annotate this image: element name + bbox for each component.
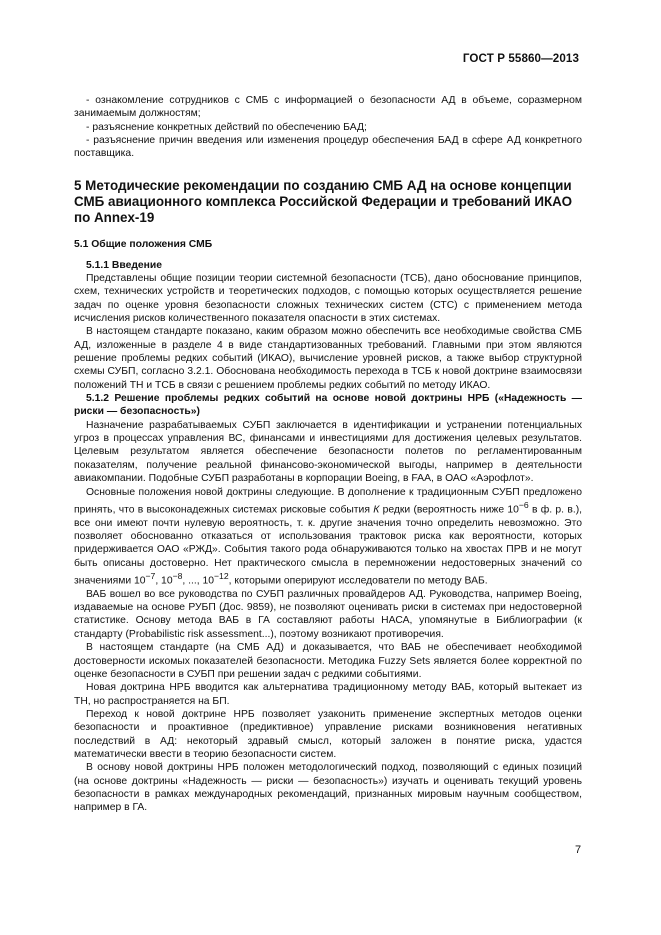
text-run: редки (вероятность ниже 10 <box>379 504 519 516</box>
exponent: −6 <box>518 499 529 510</box>
page-content <box>74 94 582 815</box>
paragraph: Представлены общие позиции теории системной безопасности (ТСБ), дано обоснование принципов, схем, технических устройств и теоретических подходов, с помощью которых осуществляется решение задач по оценке уровня безопасности сложных технических систем (СТС) с применением метода исчисления рисков количественного показателя опасности в этих системах. <box>74 273 582 325</box>
page-number: 7 <box>575 844 582 856</box>
text-run: , которыми оперируют исследователи по методу ВАБ. <box>228 575 488 587</box>
exponent: −8 <box>172 571 183 582</box>
list-item: - разъяснение причин введения или изменения процедур обеспечения БАД в сфере АД конкретного поставщика. <box>74 135 582 160</box>
text-run: , ..., 10 <box>182 575 215 587</box>
subsection-heading: 5.1 Общие положения СМБ <box>74 239 213 251</box>
paragraph: Назначение разрабатываемых СУБП заключается в идентификации и устранении потенциальных угроз в процессах управления ВС, финансами и инвестициями для достижения целевых результатов. Целевым результатом является обеспечение безопасности полетов по регламентированным показателям, получение реальной финансово-экономической выгоды, например в деятельности авиакомпании. Подобные СУБП разработаны в корпорации Boeing, в FAA, в ОАО «Аэрофлот». <box>74 419 582 485</box>
exponent: −7 <box>145 571 156 582</box>
list-item: - разъяснение конкретных действий по обеспечению БАД; <box>86 121 367 133</box>
subsubsection-heading: 5.1.2 Решение проблемы редких событий на основе новой доктрины НРБ («Надежность — риски — безопасность») <box>74 393 582 418</box>
paragraph: Новая доктрина НРБ вводится как альтернатива традиционному методу ВАБ, который вытекает из ТН, но распространяется на БП. <box>74 682 582 707</box>
standard-header: ГОСТ Р 55860—2013 <box>462 52 579 65</box>
paragraph: Переход к новой доктрине НРБ позволяет узаконить применение экспертных методов оценки безопасности и проактивное (предиктивное) управление рисками возникновения негативных последствий в АД: некоторый здравый смысл, который заложен в понятие риска, удастся математически ввести в теорию безопасности систем. <box>74 708 582 760</box>
paragraph <box>74 486 582 588</box>
text-run: , 10 <box>155 575 173 587</box>
subsubsection-heading: 5.1.1 Введение <box>86 259 163 271</box>
text-run: Основные положения новой доктрины следующие. В дополнение к традиционным СУБП предложено принять, что в высоконадежных системах рисковые события <box>74 486 582 516</box>
risk-event-symbol: К <box>373 504 380 516</box>
section-title: 5 Методические рекомендации по созданию СМБ АД на основе концепции СМБ авиационного комплекса Российской Федерации и требований ИКАО по Annex-19 <box>74 177 573 226</box>
text-run: в ф. р. в.), все они имеют почти нулевую вероятность, т. к. другие значения точно определить невозможно. Это позволяет обоснованно отказаться от использования трактовок риска как вероятности, которых придерживается ОАО «РЖД». События такого рода обнаруживаются только на хвостах ПРВ и не могут быть описаны достоверно. Нет практического смысла в перемножении недостоверных значений со значениями 10 <box>74 504 583 587</box>
list-item: - ознакомление сотрудников с СМБ с информацией о безопасности АД в объеме, соразмерном занимаемым должностям; <box>74 95 582 120</box>
paragraph: ВАБ вошел во все руководства по СУБП различных провайдеров АД. Руководства, например Boeing, издаваемые на основе РУБП (Доc. 9859), не позволяют оценивать риски в системах при недостоверной статистике. Основу метода ВАБ в ГА составляют работы НАСА, упомянутые в Библиографии (к стандарту (Probabilistic risk assessment...), поэтому возникают противоречия. <box>74 588 582 640</box>
paragraph: В основу новой доктрины НРБ положен методологический подход, позволяющий с единых позиций (на основе доктрины «Надежность — риски — безопасность») изучать и оценивать текущий уровень безопасности в рамках международных рекомендаций, признанных мировым научным сообществом, например в ГА. <box>74 762 582 814</box>
paragraph: В настоящем стандарте (на СМБ АД) и доказывается, что ВАБ не обеспечивает необходимой достоверности искомых показателей безопасности. Методика Fuzzy Sets является более корректной по оценке безопасности в СУБП при решении задач с редкими событиями. <box>74 642 582 680</box>
paragraph: В настоящем стандарте показано, каким образом можно обеспечить все необходимые свойства СМБ АД, изложенные в разделе 4 в виде стандартизованных требований. Главными при этом являются решение проблемы редких событий (ИКАО), вычисление уровней рисков, а также выбор структурной схемы СУБП, согласно 3.2.1. Обоснована необходимость перехода в ТСБ к новой доктрине взаимосвязи положений ТН и ТСБ в связи с решением проблемы редких событий по методу ИКАО. <box>74 326 582 391</box>
exponent: −12 <box>214 571 229 582</box>
